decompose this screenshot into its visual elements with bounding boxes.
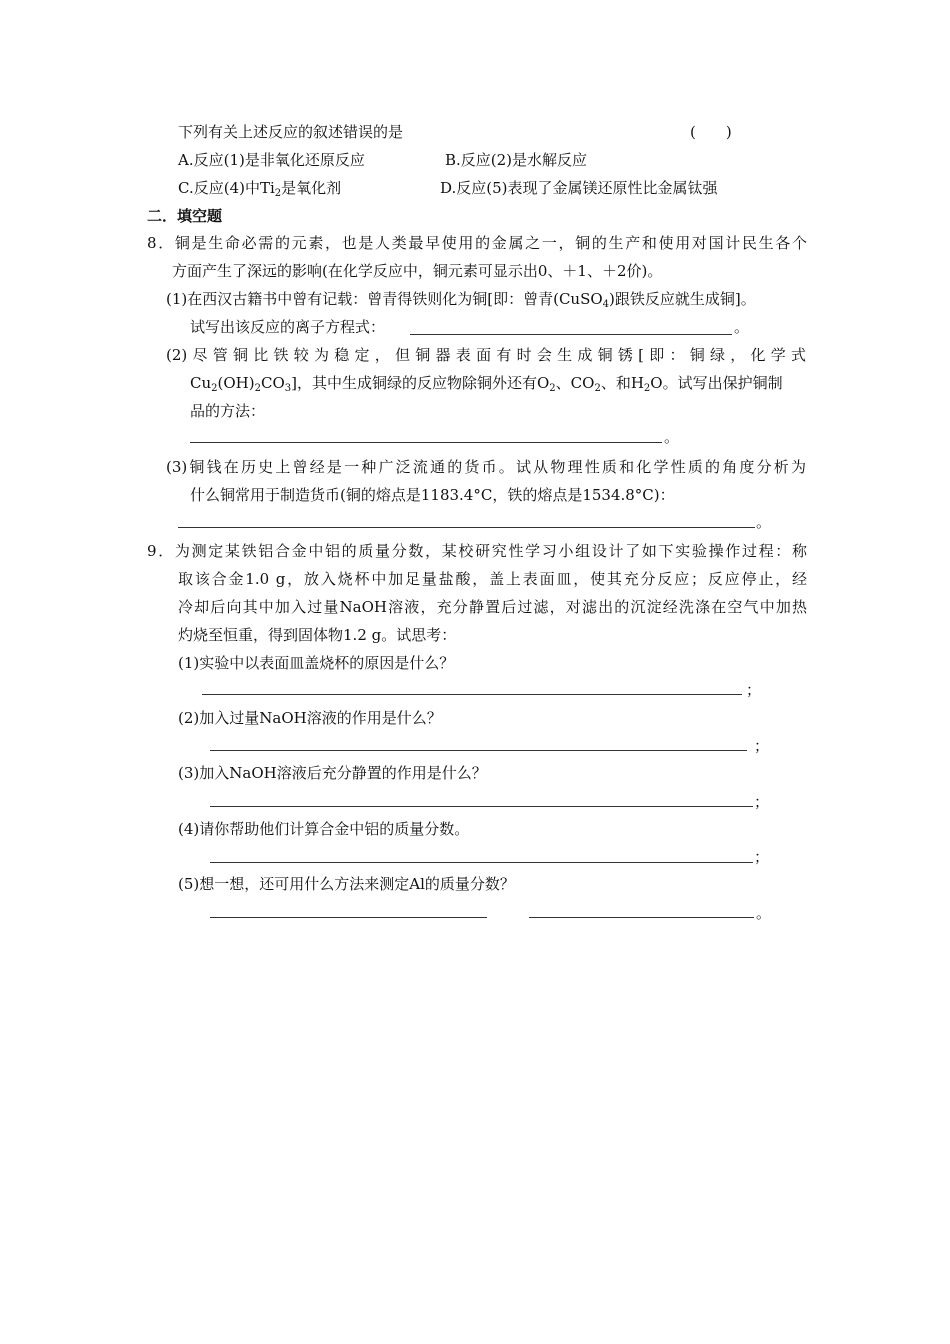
q9-sub3-question: (3)加入NaOH溶液后充分静置的作用是什么？: [178, 764, 487, 782]
q9-sub5-period: 。: [756, 904, 772, 922]
q8-part3-line1: (3)铜钱在历史上曾经是一种广泛流通的货币。试从物理性质和化学性质的角度分析为: [166, 458, 806, 476]
q8-part2-line1: (2)尽管铜比铁较为稳定，但铜器表面有时会生成铜锈[即：铜绿，化学式: [166, 346, 806, 364]
q9-sub3-answer-blank[interactable]: [210, 806, 753, 807]
q9-sub3-semicolon: ；: [754, 793, 770, 811]
q8-part3-line2: 什么铜常用于制造货币(铜的熔点是1183.4°C，铁的熔点是1534.8°C)：: [190, 486, 675, 504]
q7-option-c: C.反应(4)中$Ti_2$是氧化剂: [178, 179, 342, 199]
q8-part3-answer-blank[interactable]: [178, 527, 755, 528]
q7-answer-bracket: ( ): [690, 123, 732, 141]
q9-sub4-semicolon: ；: [754, 848, 770, 866]
q8-part1-period: 。: [734, 318, 750, 336]
q9-sub4-answer-blank[interactable]: [210, 862, 753, 863]
q9-sub5-answer-blank-2[interactable]: [529, 917, 754, 918]
q7-option-a: A.反应(1)是非氧化还原反应: [178, 151, 365, 169]
q8-part1-line1: (1)在西汉古籍书中曾有记载：曾青得铁则化为铜[即：曾青(CuSO$_4$)跟铁反应就生成铜]。: [166, 290, 756, 310]
q9-sub4-question: (4)请你帮助他们计算合金中铝的质量分数。: [178, 820, 470, 838]
q9-sub5-question: (5)想一想，还可用什么方法来测定Al的质量分数？: [178, 875, 515, 893]
q9-sub2-semicolon: ；: [754, 737, 770, 755]
q9-sub1-question: (1)实验中以表面皿盖烧杯的原因是什么？: [178, 654, 455, 672]
q9-intro-line2: 取该合金1.0 g，放入烧杯中加足量盐酸，盖上表面皿，使其充分反应；反应停止，经: [178, 570, 807, 588]
q9-sub2-question: (2)加入过量NaOH溶液的作用是什么？: [178, 709, 442, 727]
q9-sub1-answer-blank[interactable]: [202, 694, 742, 695]
q7-stem: 下列有关上述反应的叙述错误的是: [178, 123, 404, 141]
section-title: 二．填空题: [147, 207, 223, 225]
q9-intro-line1: 9．为测定某铁铝合金中铝的质量分数，某校研究性学习小组设计了如下实验操作过程：称: [147, 542, 807, 560]
q9-sub1-semicolon: ；: [746, 681, 762, 699]
q8-part3-period: 。: [756, 513, 772, 531]
q9-intro-line3: 冷却后向其中加入过量NaOH溶液，充分静置后过滤，对滤出的沉淀经洗涤在空气中加热: [178, 598, 807, 616]
q8-part1-answer-blank[interactable]: [410, 334, 732, 335]
q8-part2-line2: $Cu_2(OH)_2CO_3$]，其中生成铜绿的反应物除铜外还有$O_2$、$CO_2$、和$H_2O$。试写出保护铜制: [190, 374, 783, 394]
q9-sub2-answer-blank[interactable]: [210, 750, 747, 751]
q7-option-b: B.反应(2)是水解反应: [445, 151, 588, 169]
q8-part2-period: 。: [664, 428, 680, 446]
q8-part2-answer-blank[interactable]: [190, 442, 662, 443]
q8-part1-line2: 试写出该反应的离子方程式：: [190, 318, 386, 336]
q7-option-d: D.反应(5)表现了金属镁还原性比金属钛强: [440, 179, 718, 197]
q8-intro-line2: 方面产生了深远的影响(在化学反应中，铜元素可显示出0、＋1、＋2价)。: [172, 262, 663, 280]
q9-intro-line4: 灼烧至恒重，得到固体物1.2 g。试思考：: [178, 626, 457, 644]
q8-intro-line1: 8．铜是生命必需的元素，也是人类最早使用的金属之一，铜的生产和使用对国计民生各个: [147, 234, 807, 252]
q8-part2-line3: 品的方法：: [190, 402, 266, 420]
q9-sub5-answer-blank-1[interactable]: [210, 917, 487, 918]
